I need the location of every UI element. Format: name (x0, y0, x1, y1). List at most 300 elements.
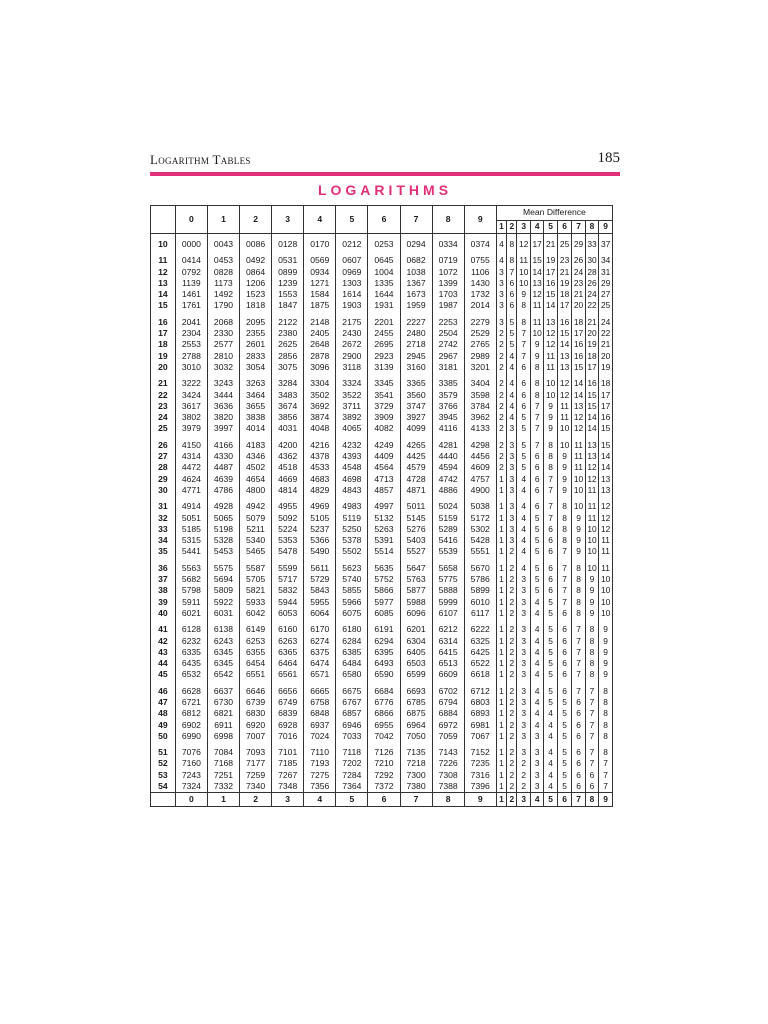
log-value-cell: 1673 (400, 289, 432, 300)
mean-difference-cell: 6 (517, 362, 530, 373)
mean-difference-cell: 3 (517, 658, 530, 669)
log-value-cell: 2253 (432, 317, 464, 328)
log-value-cell: 4099 (400, 423, 432, 434)
log-value-cell: 6128 (175, 624, 207, 635)
mean-difference-cell: 2 (507, 563, 517, 574)
table-row (151, 781, 613, 793)
log-value-cell: 3541 (368, 390, 400, 401)
log-value-cell: 6355 (240, 647, 272, 658)
mean-difference-cell: 12 (599, 513, 613, 524)
mean-difference-cell: 2 (507, 546, 517, 557)
log-value-cell: 5353 (272, 535, 304, 546)
log-value-cell: 5092 (272, 513, 304, 524)
mean-difference-cell: 12 (544, 339, 557, 350)
log-value-cell: 5289 (432, 524, 464, 535)
log-value-cell: 6138 (207, 624, 239, 635)
log-value-cell: 7143 (432, 747, 464, 758)
log-value-cell: 6830 (240, 708, 272, 719)
table-row (151, 390, 613, 401)
mean-difference-cell: 22 (599, 328, 613, 339)
mean-difference-cell: 9 (599, 658, 613, 669)
mean-difference-cell: 11 (544, 362, 557, 373)
footer-mean-difference-label: 3 (517, 793, 530, 807)
mean-difference-cell: 11 (585, 513, 598, 524)
log-value-cell: 7348 (272, 781, 304, 793)
mean-difference-cell: 3 (517, 747, 530, 758)
log-value-cell: 6990 (175, 731, 207, 742)
log-value-cell: 6571 (304, 669, 336, 680)
log-value-cell: 4346 (240, 451, 272, 462)
mean-difference-cell: 19 (599, 362, 613, 373)
mean-difference-cell: 2 (507, 758, 517, 769)
log-value-cell: 6474 (304, 658, 336, 669)
mean-difference-cell: 8 (585, 624, 598, 635)
mean-difference-cell: 5 (544, 669, 557, 680)
mean-difference-cell: 20 (599, 351, 613, 362)
log-value-cell: 6902 (175, 720, 207, 731)
mean-difference-cell: 7 (572, 636, 585, 647)
mean-difference-cell: 6 (530, 474, 543, 485)
mean-difference-cell: 1 (496, 731, 506, 742)
mean-difference-cell: 11 (585, 501, 598, 512)
log-value-cell: 5888 (432, 585, 464, 596)
mean-difference-cell: 9 (544, 423, 557, 434)
log-value-cell: 4232 (336, 440, 368, 451)
mean-difference-cell: 12 (585, 462, 598, 473)
mean-difference-column-header: 6 (557, 221, 572, 234)
mean-difference-cell: 11 (544, 351, 557, 362)
log-value-cell: 7050 (400, 731, 432, 742)
mean-difference-cell: 9 (557, 474, 572, 485)
mean-difference-cell: 10 (517, 278, 530, 289)
log-value-cell: 1959 (400, 300, 432, 311)
log-value-cell: 5599 (272, 563, 304, 574)
log-value-cell: 1903 (336, 300, 368, 311)
log-value-cell: 7324 (175, 781, 207, 793)
log-value-cell: 3284 (272, 378, 304, 389)
log-value-cell: 1106 (464, 267, 496, 278)
log-value-cell: 6375 (304, 647, 336, 658)
row-number: 11 (151, 255, 176, 266)
table-row (151, 267, 613, 278)
log-value-cell: 4409 (368, 451, 400, 462)
mean-difference-cell: 6 (530, 451, 543, 462)
log-value-cell: 0828 (207, 267, 239, 278)
table-row (151, 440, 613, 451)
footer-column-label: 2 (240, 793, 272, 807)
mean-difference-cell: 2 (507, 697, 517, 708)
log-value-cell: 5172 (464, 513, 496, 524)
log-value-cell: 2095 (240, 317, 272, 328)
mean-difference-cell: 6 (572, 720, 585, 731)
mean-difference-cell: 4 (530, 608, 543, 619)
log-value-cell: 3181 (432, 362, 464, 373)
mean-difference-cell: 4 (507, 362, 517, 373)
log-value-cell: 6767 (336, 697, 368, 708)
mean-difference-cell: 10 (557, 440, 572, 451)
log-value-cell: 6180 (336, 624, 368, 635)
mean-difference-column-header: 7 (572, 221, 585, 234)
mean-difference-cell: 16 (544, 278, 557, 289)
log-value-cell: 4166 (207, 440, 239, 451)
log-value-cell: 6304 (400, 636, 432, 647)
page-number: 185 (597, 150, 620, 166)
mean-difference-cell: 4 (517, 563, 530, 574)
mean-difference-cell: 5 (557, 747, 572, 758)
mean-difference-cell: 17 (585, 362, 598, 373)
mean-difference-cell: 7 (544, 513, 557, 524)
mean-difference-cell: 1 (496, 747, 506, 758)
log-value-cell: 2788 (175, 351, 207, 362)
mean-difference-cell: 4 (530, 686, 543, 697)
mean-difference-cell: 11 (599, 546, 613, 557)
footer-mean-difference-label: 1 (496, 793, 506, 807)
mean-difference-cell: 1 (496, 501, 506, 512)
log-value-cell: 6794 (432, 697, 464, 708)
mean-difference-cell: 21 (572, 289, 585, 300)
log-value-cell: 7267 (272, 770, 304, 781)
mean-difference-cell: 1 (496, 686, 506, 697)
log-value-cell: 2175 (336, 317, 368, 328)
table-row (151, 278, 613, 289)
mean-difference-cell: 1 (496, 546, 506, 557)
log-value-cell: 1303 (336, 278, 368, 289)
mean-difference-cell: 23 (572, 278, 585, 289)
mean-difference-cell: 2 (496, 328, 506, 339)
log-value-cell: 6031 (207, 608, 239, 619)
mean-difference-cell: 2 (496, 362, 506, 373)
row-number: 49 (151, 720, 176, 731)
log-value-cell: 5502 (336, 546, 368, 557)
mean-difference-cell: 29 (599, 278, 613, 289)
table-row (151, 423, 613, 434)
mean-difference-cell: 2 (496, 378, 506, 389)
mean-difference-cell: 9 (585, 574, 598, 585)
row-number: 29 (151, 474, 176, 485)
log-value-cell: 1335 (368, 278, 400, 289)
log-value-cell: 2648 (304, 339, 336, 350)
log-value-cell: 6042 (240, 608, 272, 619)
table-row (151, 378, 613, 389)
log-value-cell: 4955 (272, 501, 304, 512)
mean-difference-cell: 10 (585, 563, 598, 574)
mean-difference-cell: 3 (517, 597, 530, 608)
log-value-cell: 4654 (240, 474, 272, 485)
log-value-cell: 7340 (240, 781, 272, 793)
log-value-cell: 2945 (400, 351, 432, 362)
mean-difference-cell: 10 (585, 535, 598, 546)
log-value-cell: 6702 (432, 686, 464, 697)
log-value-cell: 4594 (432, 462, 464, 473)
mean-difference-cell: 7 (599, 758, 613, 769)
footer-corner-cell (151, 793, 176, 807)
log-value-cell: 4757 (464, 474, 496, 485)
log-value-cell: 2122 (272, 317, 304, 328)
mean-difference-cell: 1 (496, 781, 506, 793)
log-value-cell: 6964 (400, 720, 432, 731)
log-value-cell: 1139 (175, 278, 207, 289)
row-number: 16 (151, 317, 176, 328)
mean-difference-cell: 13 (557, 362, 572, 373)
log-value-cell: 0086 (240, 239, 272, 250)
mean-difference-cell: 9 (557, 462, 572, 473)
log-value-cell: 7135 (400, 747, 432, 758)
log-value-cell: 6253 (240, 636, 272, 647)
log-value-cell: 7275 (304, 770, 336, 781)
log-value-cell: 6955 (368, 720, 400, 731)
log-value-cell: 3655 (240, 401, 272, 412)
log-value-cell: 5977 (368, 597, 400, 608)
mean-difference-cell: 8 (599, 731, 613, 742)
log-value-cell: 0212 (336, 239, 368, 250)
log-value-cell: 5539 (432, 546, 464, 557)
log-value-cell: 6839 (272, 708, 304, 719)
log-value-cell: 6085 (368, 608, 400, 619)
running-head (150, 150, 620, 172)
log-value-cell: 5694 (207, 574, 239, 585)
log-value-cell: 5527 (400, 546, 432, 557)
mean-difference-cell: 6 (572, 731, 585, 742)
log-value-cell: 6998 (207, 731, 239, 742)
table-row (151, 658, 613, 669)
log-value-cell: 2041 (175, 317, 207, 328)
log-value-cell: 5276 (400, 524, 432, 535)
log-value-cell: 4829 (304, 485, 336, 496)
log-value-cell: 2430 (336, 328, 368, 339)
mean-difference-cell: 8 (572, 597, 585, 608)
log-value-cell: 2068 (207, 317, 239, 328)
mean-difference-cell: 2 (507, 597, 517, 608)
mean-difference-cell: 11 (572, 451, 585, 462)
log-value-cell: 5250 (336, 524, 368, 535)
mean-difference-cell: 8 (544, 440, 557, 451)
log-value-cell: 4249 (368, 440, 400, 451)
mean-difference-cell: 6 (517, 390, 530, 401)
log-value-cell: 4200 (272, 440, 304, 451)
mean-difference-cell: 8 (599, 747, 613, 758)
log-value-cell: 3365 (400, 378, 432, 389)
log-value-cell: 5428 (464, 535, 496, 546)
mean-difference-cell: 4 (530, 624, 543, 635)
log-value-cell: 1761 (175, 300, 207, 311)
mean-difference-cell: 12 (572, 423, 585, 434)
mean-difference-cell: 1 (496, 770, 506, 781)
mean-difference-cell: 1 (496, 624, 506, 635)
log-value-cell: 3856 (272, 412, 304, 423)
row-number: 12 (151, 267, 176, 278)
mean-difference-cell: 2 (496, 451, 506, 462)
log-value-cell: 5855 (336, 585, 368, 596)
mean-difference-cell: 5 (557, 731, 572, 742)
mean-difference-cell: 8 (530, 362, 543, 373)
mean-difference-cell: 7 (507, 267, 517, 278)
mean-difference-cell: 2 (496, 440, 506, 451)
log-value-cell: 6946 (336, 720, 368, 731)
table-row (151, 669, 613, 680)
row-number: 27 (151, 451, 176, 462)
mean-difference-cell: 22 (585, 300, 598, 311)
log-value-cell: 5159 (432, 513, 464, 524)
log-value-cell: 5682 (175, 574, 207, 585)
log-value-cell: 6522 (464, 658, 496, 669)
table-row (151, 255, 613, 266)
log-value-cell: 3263 (240, 378, 272, 389)
mean-difference-cell: 16 (557, 317, 572, 328)
log-value-cell: 3729 (368, 401, 400, 412)
mean-difference-cell: 8 (599, 697, 613, 708)
log-value-cell: 3892 (336, 412, 368, 423)
table-footer-row (151, 793, 613, 807)
log-value-cell: 6599 (400, 669, 432, 680)
log-value-cell: 4518 (272, 462, 304, 473)
mean-difference-cell: 25 (599, 300, 613, 311)
log-value-cell: 0170 (304, 239, 336, 250)
mean-difference-cell: 17 (572, 328, 585, 339)
mean-difference-cell: 13 (585, 451, 598, 462)
log-value-cell: 3522 (336, 390, 368, 401)
log-value-cell: 7168 (207, 758, 239, 769)
log-value-cell: 3464 (240, 390, 272, 401)
row-number: 37 (151, 574, 176, 585)
mean-difference-cell: 5 (544, 624, 557, 635)
mean-difference-column-header: 2 (507, 221, 517, 234)
table-row (151, 485, 613, 496)
row-number: 39 (151, 597, 176, 608)
mean-difference-cell: 17 (544, 267, 557, 278)
mean-difference-cell: 5 (557, 708, 572, 719)
mean-difference-cell: 8 (599, 708, 613, 719)
log-value-cell: 5623 (336, 563, 368, 574)
log-value-cell: 7284 (336, 770, 368, 781)
mean-difference-cell: 11 (599, 535, 613, 546)
log-value-cell: 5955 (304, 597, 336, 608)
mean-difference-cell: 4 (530, 647, 543, 658)
log-value-cell: 0414 (175, 255, 207, 266)
mean-difference-cell: 5 (544, 597, 557, 608)
log-value-cell: 5011 (400, 501, 432, 512)
mean-difference-cell: 5 (530, 535, 543, 546)
log-value-cell: 0569 (304, 255, 336, 266)
mean-difference-cell: 11 (517, 255, 530, 266)
log-value-cell: 3201 (464, 362, 496, 373)
mean-difference-cell: 4 (530, 720, 543, 731)
log-value-cell: 4969 (304, 501, 336, 512)
table-row (151, 585, 613, 596)
log-value-cell: 3820 (207, 412, 239, 423)
table-row (151, 608, 613, 619)
log-value-cell: 6981 (464, 720, 496, 731)
mean-difference-cell: 1 (496, 647, 506, 658)
log-value-cell: 1523 (240, 289, 272, 300)
log-value-cell: 3444 (207, 390, 239, 401)
mean-difference-cell: 2 (496, 412, 506, 423)
log-value-cell: 4639 (207, 474, 239, 485)
mean-difference-cell: 13 (599, 474, 613, 485)
log-value-cell: 6160 (272, 624, 304, 635)
log-value-cell: 2900 (336, 351, 368, 362)
mean-difference-cell: 3 (507, 485, 517, 496)
mean-difference-cell: 14 (530, 267, 543, 278)
mean-difference-cell: 20 (572, 300, 585, 311)
log-value-cell: 6693 (400, 686, 432, 697)
mean-difference-cell: 6 (572, 747, 585, 758)
table-row (151, 624, 613, 635)
table-row (151, 636, 613, 647)
mean-difference-cell: 6 (557, 647, 572, 658)
mean-difference-cell: 16 (599, 412, 613, 423)
mean-difference-cell: 7 (530, 423, 543, 434)
mean-difference-cell: 5 (557, 697, 572, 708)
log-value-cell: 7059 (432, 731, 464, 742)
mean-difference-cell: 1 (496, 608, 506, 619)
log-value-cell: 4843 (336, 485, 368, 496)
log-value-cell: 7210 (368, 758, 400, 769)
log-value-cell: 6785 (400, 697, 432, 708)
row-number: 17 (151, 328, 176, 339)
mean-difference-cell: 3 (507, 535, 517, 546)
footer-column-label: 0 (175, 793, 207, 807)
log-value-cell: 0682 (400, 255, 432, 266)
log-value-cell: 2504 (432, 328, 464, 339)
log-value-cell: 6665 (304, 686, 336, 697)
log-value-cell: 2601 (240, 339, 272, 350)
mean-difference-cell: 4 (496, 239, 506, 250)
mean-difference-cell: 17 (557, 300, 572, 311)
mean-difference-cell: 14 (585, 412, 598, 423)
mean-difference-cell: 5 (517, 440, 530, 451)
mean-difference-cell: 3 (496, 267, 506, 278)
log-value-cell: 2718 (400, 339, 432, 350)
mean-difference-cell: 6 (557, 686, 572, 697)
mean-difference-cell: 6 (507, 278, 517, 289)
log-value-cell: 6561 (272, 669, 304, 680)
log-value-cell: 7076 (175, 747, 207, 758)
table-row (151, 647, 613, 658)
log-value-cell: 0899 (272, 267, 304, 278)
mean-difference-cell: 7 (557, 574, 572, 585)
log-value-cell: 6928 (272, 720, 304, 731)
table-row (151, 289, 613, 300)
log-value-cell: 0792 (175, 267, 207, 278)
log-value-cell: 7016 (272, 731, 304, 742)
mean-difference-cell: 4 (517, 546, 530, 557)
mean-difference-cell: 15 (572, 362, 585, 373)
log-value-cell: 5740 (336, 574, 368, 585)
mean-difference-column-header: 8 (585, 221, 598, 234)
log-value-cell: 5105 (304, 513, 336, 524)
log-value-cell: 5611 (304, 563, 336, 574)
mean-difference-cell: 9 (585, 585, 598, 596)
log-value-cell: 1399 (432, 278, 464, 289)
log-value-cell: 0492 (240, 255, 272, 266)
log-value-cell: 3674 (272, 401, 304, 412)
log-value-cell: 4942 (240, 501, 272, 512)
log-value-cell: 3139 (368, 362, 400, 373)
mean-difference-cell: 7 (585, 720, 598, 731)
mean-difference-cell: 11 (557, 412, 572, 423)
log-value-cell: 4800 (240, 485, 272, 496)
log-value-cell: 2625 (272, 339, 304, 350)
log-value-cell: 7300 (400, 770, 432, 781)
mean-difference-cell: 9 (585, 597, 598, 608)
log-value-cell: 7118 (336, 747, 368, 758)
row-number: 15 (151, 300, 176, 311)
log-value-cell: 7243 (175, 770, 207, 781)
mean-difference-cell: 10 (544, 390, 557, 401)
log-value-cell: 5587 (240, 563, 272, 574)
log-value-cell: 3032 (207, 362, 239, 373)
log-value-cell: 3692 (304, 401, 336, 412)
